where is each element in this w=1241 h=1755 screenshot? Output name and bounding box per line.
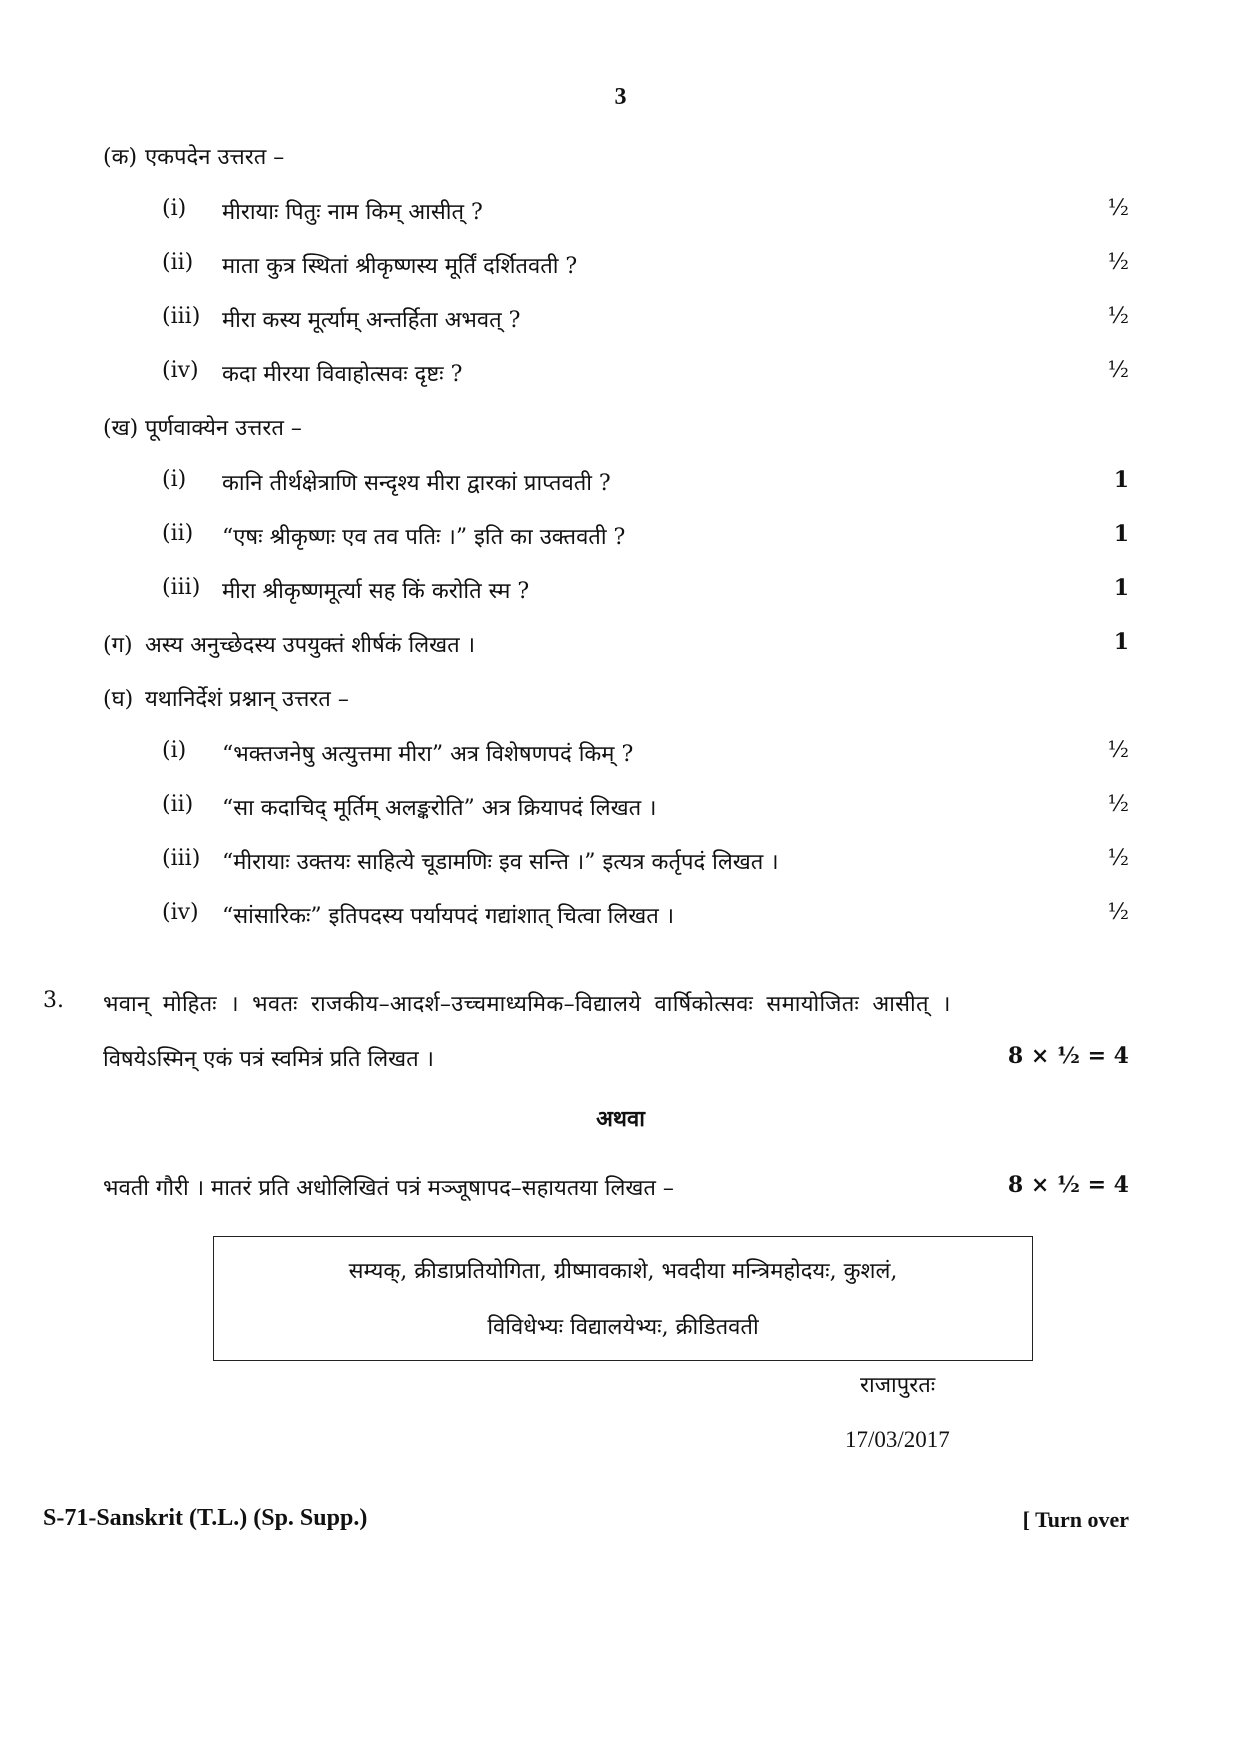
item-text: कदा मीरया विवाहोत्सवः दृष्टः ? bbox=[222, 362, 463, 387]
paper-code: S-71-Sanskrit (T.L.) (Sp. Supp.) bbox=[43, 1505, 368, 1531]
item-number: (i) bbox=[162, 467, 187, 492]
item-text: “सांसारिकः” इतिपदस्य पर्यायपदं गद्यांशात् चित्वा लिखत । bbox=[222, 904, 675, 929]
item-text: “एषः श्रीकृष्णः एव तव पतिः ।” इति का उक्तवती ? bbox=[222, 525, 626, 550]
item-text: “सा कदाचिद् मूर्तिम् अलङ्करोति” अत्र क्रियापदं लिखत । bbox=[222, 796, 657, 821]
section-ka-label: (क) bbox=[103, 145, 138, 170]
item-marks: 1 bbox=[1113, 521, 1129, 547]
question-line-2: विषयेऽस्मिन् एकं पत्रं स्वमित्रं प्रति लिखत । bbox=[103, 1047, 434, 1072]
turn-over: [ Turn over bbox=[1022, 1507, 1129, 1532]
item-text: मीरायाः पितुः नाम किम् आसीत् ? bbox=[222, 200, 483, 225]
item-marks: 1 bbox=[1113, 575, 1129, 601]
section-gha-label: (घ) bbox=[103, 687, 134, 712]
date: 17/03/2017 bbox=[845, 1427, 950, 1452]
item-marks: ½ bbox=[1107, 738, 1129, 763]
item-number: (iii) bbox=[162, 304, 201, 329]
section-ga-text: अस्य अनुच्छेदस्य उपयुक्तं शीर्षकं लिखत । bbox=[145, 633, 476, 658]
section-ka-title: एकपदेन उत्तरत – bbox=[145, 145, 285, 170]
item-text: माता कुत्र स्थितां श्रीकृष्णस्य मूर्तिं दर्शितवती ? bbox=[222, 254, 578, 279]
item-number: (ii) bbox=[162, 792, 194, 817]
section-gha-title: यथानिर्देशं प्रश्नान् उत्तरत – bbox=[145, 687, 349, 712]
item-marks: 1 bbox=[1113, 467, 1129, 493]
item-number: (iv) bbox=[162, 900, 199, 925]
item-number: (ii) bbox=[162, 250, 194, 275]
word-box-line-2: विविधेभ्यः विद्यालयेभ्यः, क्रीडितवती bbox=[487, 1315, 759, 1340]
item-number: (iv) bbox=[162, 358, 199, 383]
item-marks: ½ bbox=[1107, 900, 1129, 925]
item-number: (ii) bbox=[162, 521, 194, 546]
item-marks: ½ bbox=[1107, 792, 1129, 817]
item-marks: ½ bbox=[1107, 196, 1129, 221]
item-text: “भक्तजनेषु अत्युत्तमा मीरा” अत्र विशेषणपदं किम् ? bbox=[222, 742, 634, 767]
word-box bbox=[213, 1236, 1033, 1361]
page-number: 3 bbox=[614, 84, 627, 110]
item-marks: ½ bbox=[1107, 250, 1129, 275]
word-box-line-1: सम्यक्, क्रीडाप्रतियोगिता, ग्रीष्मावकाशे, भवदीया मन्त्रिमहोदयः, कुशलं, bbox=[348, 1259, 898, 1284]
item-text: मीरा कस्य मूर्त्याम् अन्तर्हिता अभवत् ? bbox=[222, 308, 521, 333]
item-number: (iii) bbox=[162, 846, 201, 871]
item-marks: ½ bbox=[1107, 846, 1129, 871]
item-number: (iii) bbox=[162, 575, 201, 600]
item-number: (i) bbox=[162, 196, 187, 221]
question-marks: 8 × ½ = 4 bbox=[1007, 1043, 1129, 1069]
section-kha-title: पूर्णवाक्येन उत्तरत – bbox=[145, 416, 302, 441]
item-marks: ½ bbox=[1107, 358, 1129, 383]
item-text: “मीरायाः उक्तयः साहित्ये चूडामणिः इव सन्ति ।” इत्यत्र कर्तृपदं लिखत । bbox=[222, 850, 779, 875]
question-line-1: भवान् मोहितः । भवतः राजकीय–आदर्श–उच्चमाध्यमिक–विद्यालये वार्षिकोत्सवः समायोजितः आसीत् । bbox=[103, 992, 951, 1017]
item-number: (i) bbox=[162, 738, 187, 763]
or-label: अथवा bbox=[596, 1106, 645, 1132]
section-kha-label: (ख) bbox=[103, 416, 139, 441]
place-name: राजापुरतः bbox=[860, 1373, 936, 1398]
item-text: मीरा श्रीकृष्णमूर्त्या सह किं करोति स्म ? bbox=[222, 579, 530, 604]
item-marks: ½ bbox=[1107, 304, 1129, 329]
alt-question-marks: 8 × ½ = 4 bbox=[1007, 1172, 1129, 1198]
section-ga-label: (ग) bbox=[103, 633, 133, 658]
alt-question-text: भवती गौरी । मातरं प्रति अधोलिखितं पत्रं मञ्जूषापद–सहायतया लिखत – bbox=[103, 1176, 674, 1201]
section-ga-marks: 1 bbox=[1113, 629, 1129, 655]
item-text: कानि तीर्थक्षेत्राणि सन्दृश्य मीरा द्वारकां प्राप्तवती ? bbox=[222, 471, 611, 496]
question-number: 3. bbox=[43, 988, 64, 1013]
